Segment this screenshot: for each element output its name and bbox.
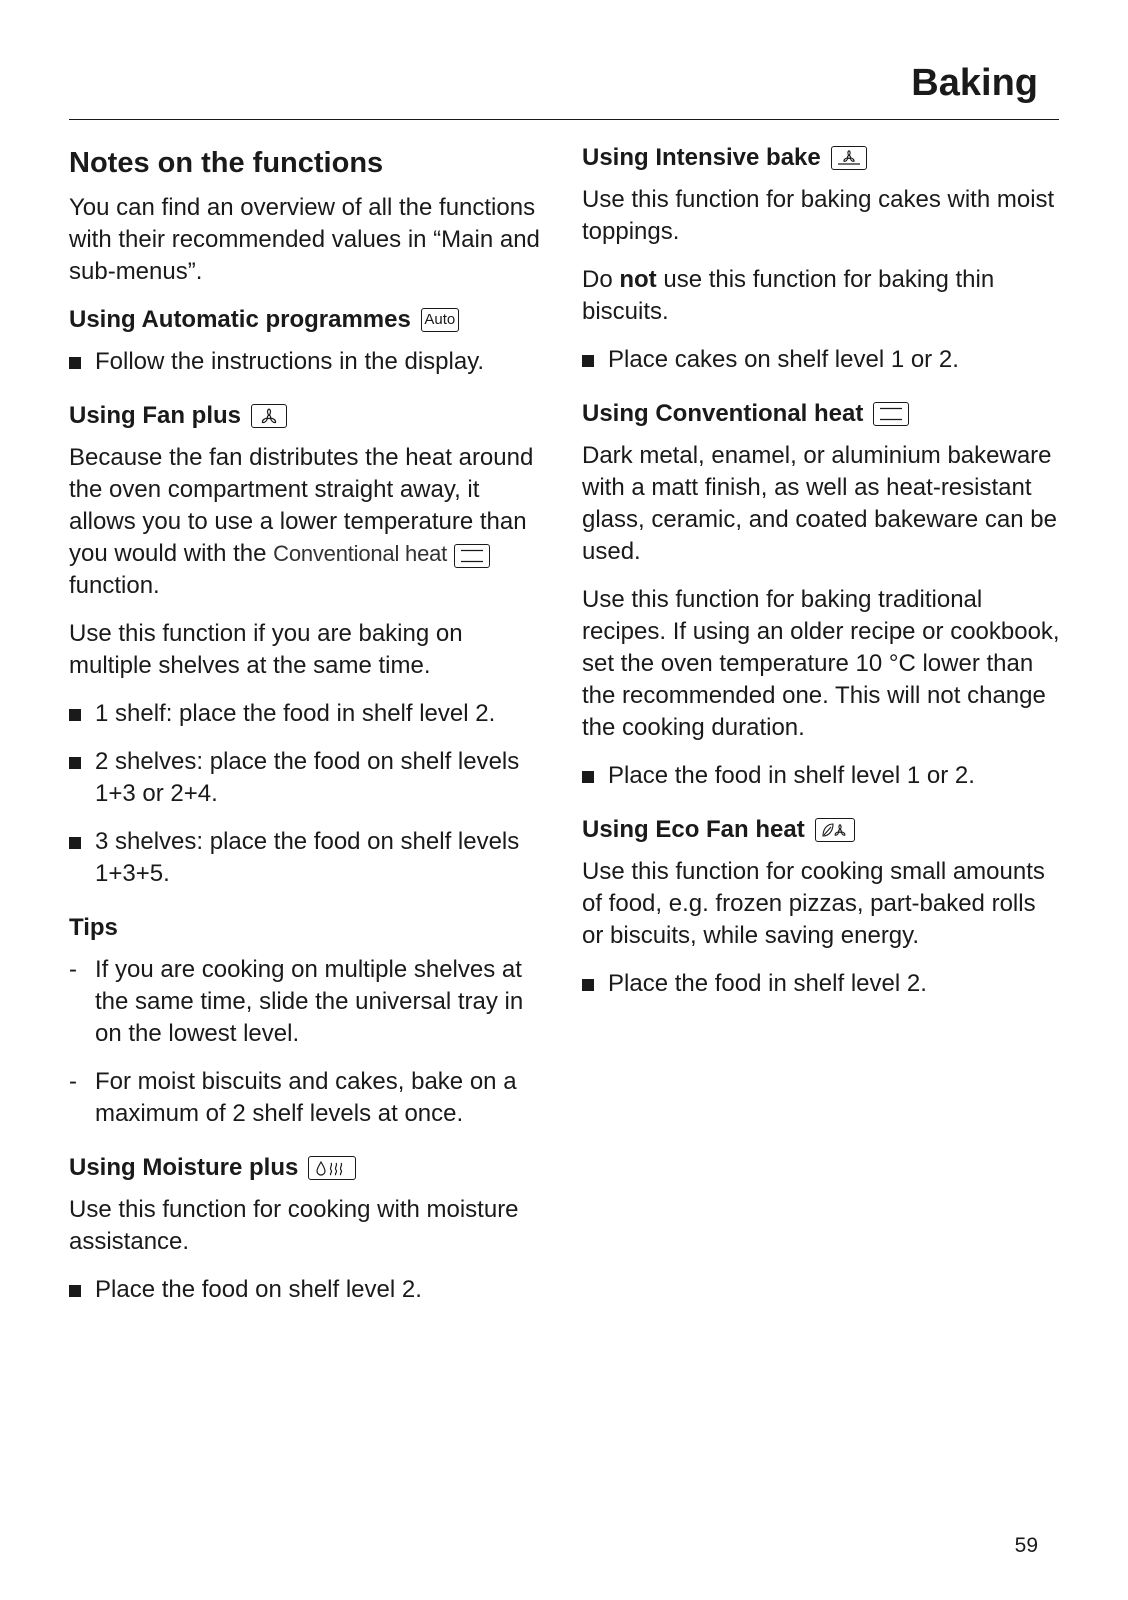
moisture-plus-paragraph: Use this function for cooking with moisture assistance.: [69, 1196, 519, 1255]
eco-fan-heat-section: [582, 814, 1062, 1000]
fan-plus-icon: [251, 404, 287, 428]
list-item: Place the food on shelf level 2.: [69, 1274, 549, 1306]
list-item: 3 shelves: place the food on shelf levels 1+3+5.: [69, 826, 549, 890]
conventional-heat-reference: Conventional heat: [273, 541, 448, 566]
conventional-heat-heading: Using Conventional heat: [582, 398, 1062, 430]
fan-plus-heading: Using Fan plus: [69, 400, 549, 432]
intensive-bake-warning: Do not use this function for baking thin biscuits.: [582, 266, 995, 325]
page-number: 59: [1014, 1534, 1038, 1557]
list-item: 2 shelves: place the food on shelf levels 1+3 or 2+4.: [69, 746, 549, 810]
list-item: Place the food in shelf level 1 or 2.: [582, 760, 1062, 792]
section-title: Notes on the functions: [69, 147, 384, 179]
list-item: Place the food in shelf level 2.: [582, 968, 1062, 1000]
moisture-plus-icon: [308, 1156, 356, 1180]
conventional-heat-section: [582, 398, 1062, 792]
eco-fan-heat-paragraph: Use this function for cooking small amounts of food, e.g. frozen pizzas, part-baked rolls or biscuits, while saving energy.: [582, 858, 1045, 949]
page-title: Baking: [911, 62, 1038, 104]
list-item: Place cakes on shelf level 1 or 2.: [582, 344, 1062, 376]
intensive-bake-heading: Using Intensive bake: [582, 142, 1062, 174]
tips-section: [69, 912, 549, 1130]
header-divider: [69, 119, 1059, 120]
eco-fan-heat-heading: Using Eco Fan heat: [582, 814, 1062, 846]
moisture-plus-heading: Using Moisture plus: [69, 1152, 549, 1184]
intensive-bake-section: [582, 142, 1062, 376]
intensive-bake-paragraph: Use this function for baking cakes with moist toppings.: [582, 186, 1055, 245]
moisture-plus-section: [69, 1152, 549, 1306]
left-column: [69, 140, 549, 1328]
conventional-heat-paragraph: Dark metal, enamel, or aluminium bakeware with a matt finish, as well as heat-resistant glass, ceramic, and coated bakeware can be used.: [582, 442, 1057, 565]
conventional-heat-paragraph-2: Use this function for baking traditional recipes. If using an older recipe or cookbook, set the oven temperature 10 °C lower than the recommended one. This will not change the cooking duration.: [582, 586, 1060, 741]
auto-programmes-icon: Auto: [421, 308, 459, 332]
intensive-bake-icon: [831, 146, 867, 170]
fan-plus-paragraph-2: Use this function if you are baking on multiple shelves at the same time.: [69, 620, 463, 679]
list-item: 1 shelf: place the food in shelf level 2.: [69, 698, 549, 730]
tips-heading: Tips: [69, 914, 118, 941]
eco-fan-heat-icon: [815, 818, 855, 842]
list-item: - If you are cooking on multiple shelves at the same time, slide the universal tray in on the lowest level.: [69, 956, 524, 1047]
list-item: - For moist biscuits and cakes, bake on a maximum of 2 shelf levels at once.: [69, 1068, 517, 1127]
fan-plus-section: [69, 400, 549, 890]
conventional-heat-icon: [873, 402, 909, 426]
conventional-heat-icon: [454, 544, 490, 568]
list-item: Follow the instructions in the display.: [69, 346, 549, 378]
intro-paragraph: You can find an overview of all the functions with their recommended values in “Main and sub-menus”.: [69, 194, 540, 285]
right-column: [582, 142, 1062, 1022]
auto-programmes-heading: Using Automatic programmes Auto: [69, 304, 549, 336]
fan-plus-paragraph: Because the fan distributes the heat around the oven compartment straight away, it allows you to use a lower temperature than you would with the Conventional heat function.: [69, 444, 534, 599]
auto-programmes-section: [69, 304, 549, 378]
